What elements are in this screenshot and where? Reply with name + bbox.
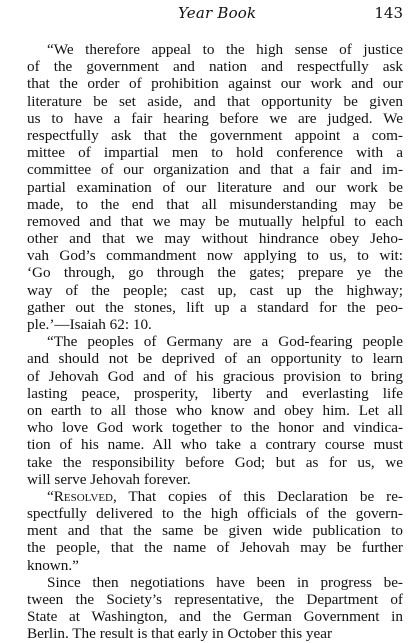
- text-line: way of the people; cast up, cast up the highway;: [27, 281, 403, 299]
- body-text: [27, 41, 403, 643]
- text-line: spectfully delivered to the high officials of the govern-: [27, 505, 403, 523]
- text-line: removed and that we may be mutually helpful to each: [27, 212, 403, 230]
- text-line: Since then negotiations have been in progress be-: [47, 573, 403, 591]
- text-line: mittee of impartial men to hold conference with a: [27, 144, 403, 162]
- text-line: who love God work together to the honor and vindica-: [27, 419, 403, 437]
- text-line: respectfully ask that the government appoint a com-: [27, 126, 403, 144]
- text-line: vah God’s commandment now applying to us, to wit:: [27, 247, 403, 265]
- text-line: “Resolved, That copies of this Declaration be re-: [47, 487, 403, 505]
- text-line: on earth to all those who know and obey him. Let all: [27, 401, 403, 419]
- text-line: made, to the end that all misunderstanding may be: [27, 195, 403, 213]
- text-line: of Jehovah God and of his gracious provision to bring: [27, 367, 403, 385]
- text-line: “We therefore appeal to the high sense of justice: [47, 41, 403, 58]
- text-line: partial examination of our literature and our work be: [27, 178, 403, 196]
- text-line: will serve Jehovah forever.: [27, 470, 191, 488]
- text-line: literature be set aside, and that opportunity be given: [27, 92, 403, 110]
- text-line: tween the Society’s representative, the Department of: [27, 591, 403, 608]
- paragraph: [27, 574, 403, 643]
- text-line: State at Washington, and the German Government in: [27, 608, 403, 626]
- text-line: us to have a fair hearing before we are judged. We: [27, 109, 403, 127]
- running-title: Year Book: [178, 4, 257, 22]
- text-line: other and that we may without hindrance obey Jeho-: [27, 230, 403, 248]
- text-line: ‘Go through, go through the gates; prepare ye the: [27, 264, 403, 282]
- text-line: lasting peace, prosperity, liberty and everlasting life: [27, 384, 403, 402]
- text-line: ment and that the same be given wide publication to: [27, 522, 403, 540]
- text-line: known.”: [27, 556, 79, 574]
- text-line: of the government and nation and respectfully ask: [27, 58, 403, 76]
- text-line: take the responsibility before God; but as for us, we: [27, 453, 403, 471]
- paragraph: [27, 333, 403, 488]
- text-line: the people, that the name of Jehovah may be further: [27, 539, 403, 557]
- text-line: tion of his name. All who take a contrary course must: [27, 436, 403, 454]
- resolved-small-caps: Resolved: [53, 487, 113, 505]
- text-line: Berlin. The result is that early in October this year: [27, 625, 333, 643]
- text-line: ple.’—Isaiah 62: 10.: [27, 316, 152, 333]
- text-line: and should not be deprived of an opportunity to learn: [27, 350, 403, 368]
- text-line: that the order of prohibition against our work and our: [27, 75, 403, 93]
- paragraph: [27, 488, 403, 574]
- paragraph: [27, 41, 403, 333]
- text-line: gather out the stones, lift up a standard for the peo-: [27, 298, 403, 316]
- page-number: 143: [374, 4, 403, 22]
- text-line: “The peoples of Germany are a God-fearing people: [47, 333, 403, 351]
- text-line: committee of our organization and that a fair and im-: [27, 161, 403, 179]
- page-header: [0, 2, 419, 24]
